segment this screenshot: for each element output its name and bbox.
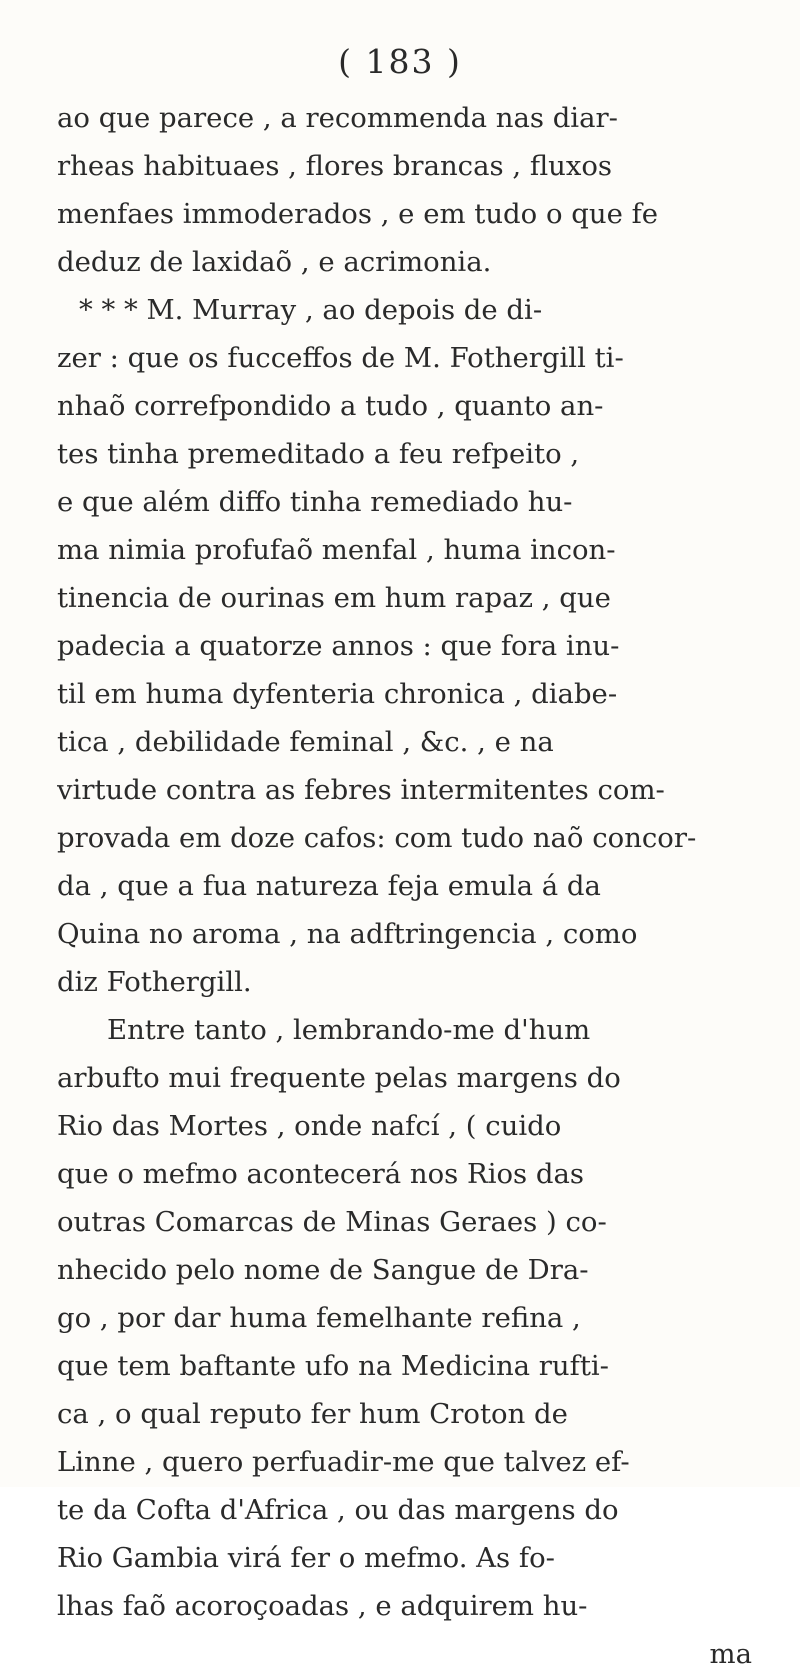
text-line: go , por dar huma femelhante refina , <box>57 1302 581 1334</box>
text-line: Rio Gambia virá fer o mefmo. As fo- <box>57 1542 555 1574</box>
text-line: nhaõ correfpondido a tudo , quanto an- <box>57 390 604 422</box>
text-line: ca , o qual reputo fer hum Croton de <box>57 1398 568 1430</box>
text-line: que tem baftante ufo na Medicina rufti- <box>57 1350 609 1382</box>
text-line: te da Cofta d'Africa , ou das margens do <box>57 1494 619 1526</box>
text-line: Rio das Mortes , onde nafcí , ( cuido <box>57 1110 562 1142</box>
text-line: provada em doze cafos: com tudo naõ concor- <box>57 822 697 854</box>
text-line: rheas habituaes , flores brancas , fluxos <box>57 150 613 182</box>
text-line: lhas faõ acoroçoadas , e adquirem hu- <box>57 1590 588 1622</box>
text-line: virtude contra as febres intermitentes com- <box>57 774 665 806</box>
text-line: diz Fothergill. <box>57 966 252 998</box>
text-line: tes tinha premeditado a feu refpeito , <box>57 438 580 470</box>
text-line: tinencia de ourinas em hum rapaz , que <box>57 582 611 614</box>
text-line: padecia a quatorze annos : que fora inu- <box>57 630 620 662</box>
body-text <box>57 94 769 1678</box>
text-line: ao que parece , a recommenda nas diar- <box>57 102 618 134</box>
catchword: ma <box>709 1638 752 1670</box>
text-line: ma nimia profufaõ menfal , huma incon- <box>57 534 616 566</box>
text-line: zer : que os fucceffos de M. Fothergill ti- <box>57 342 624 374</box>
text-line: deduz de laxidaõ , e acrimonia. <box>57 246 492 278</box>
text-line: menfaes immoderados , e em tudo o que fe <box>57 198 659 230</box>
page-number: ( 183 ) <box>338 42 462 81</box>
text-line: da , que a fua natureza feja emula á da <box>57 870 601 902</box>
text-line: Linne , quero perfuadir-me que talvez ef- <box>57 1446 630 1478</box>
text-line: tica , debilidade feminal , &c. , e na <box>57 726 554 758</box>
text-line: arbufto mui frequente pelas margens do <box>57 1062 621 1094</box>
text-line: outras Comarcas de Minas Geraes ) co- <box>57 1206 607 1238</box>
text-line: que o mefmo acontecerá nos Rios das <box>57 1158 585 1190</box>
text-line: e que além diffo tinha remediado hu- <box>57 486 573 518</box>
text-line: Quina no aroma , na adftringencia , como <box>57 918 638 950</box>
text-line: Entre tanto , lembrando-me d'hum <box>107 1014 591 1046</box>
text-line: til em huma dyfenteria chronica , diabe- <box>57 678 618 710</box>
text-line: nhecido pelo nome de Sangue de Dra- <box>57 1254 589 1286</box>
text-line: * * * M. Murray , ao depois de di- <box>79 294 543 326</box>
